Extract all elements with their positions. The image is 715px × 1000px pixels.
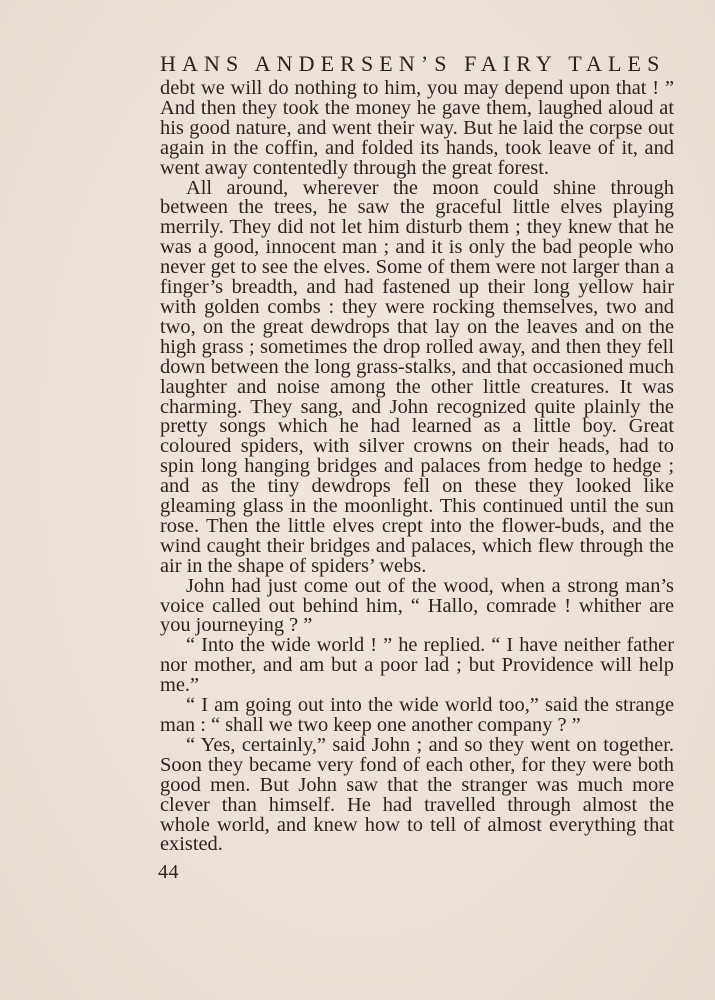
paragraph: debt we will do nothing to him, you may depend upon that ! ” And then they took the money he gave them, laughed aloud at his good nature, and went their way. But he laid the corpse out again in the coffin, and folded its hands, took leave of it, and went away contentedly through the great forest.	[160, 77, 674, 179]
paragraph: “ Yes, certainly,” said John ; and so they went on together. Soon they became very fond of each other, for they were both good men. But John saw that the stranger was much more clever than himself. He had travelled through almost the whole world, and knew how to tell of almost everything that existed.	[160, 733, 674, 856]
paragraph: All around, wherever the moon could shine through between the trees, he saw the graceful little elves playing merrily. They did not let him disturb them ; they knew that he was a good, innocent man ; and it is only the bad people who never get to see the elves. Some of them were not larger than a finger’s breadth, and had fastened up their long yellow hair with golden combs : they were rocking themselves, two and two, on the great dewdrops that lay on the leaves and on the high grass ; sometimes the drop rolled away, and then they fell down between the long grass-stalks, and that occasioned much laughter and noise among the other little creatures. It was charming. They sang, and John recognized quite plainly the pretty songs which he had learned as a little boy. Great coloured spiders, with silver crowns on their heads, had to spin long hanging bridges and palaces from hedge to hedge ; and as the tiny dewdrops fell on these they looked like gleaming glass in the moonlight. This continued until the sun rose. Then the little elves crept into the flower-buds, and the wind caught their bridges and palaces, which flew through the air in the shape of spiders’ webs.	[160, 176, 674, 577]
running-head: HANS ANDERSEN’S FAIRY TALES	[160, 51, 666, 76]
page-number: 44	[158, 861, 179, 883]
paragraph: “ Into the wide world ! ” he replied. “ I have neither father nor mother, and am but a poor lad ; but Providence will help me.”	[160, 634, 674, 697]
paragraph: “ I am going out into the wide world too,” said the strange man : “ shall we two keep one another company ? ”	[160, 694, 674, 736]
paragraph: John had just come out of the wood, when a strong man’s voice called out behind him, “ Hallo, comrade ! whither are you journeying ? ”	[160, 574, 674, 637]
body-text	[160, 79, 674, 855]
